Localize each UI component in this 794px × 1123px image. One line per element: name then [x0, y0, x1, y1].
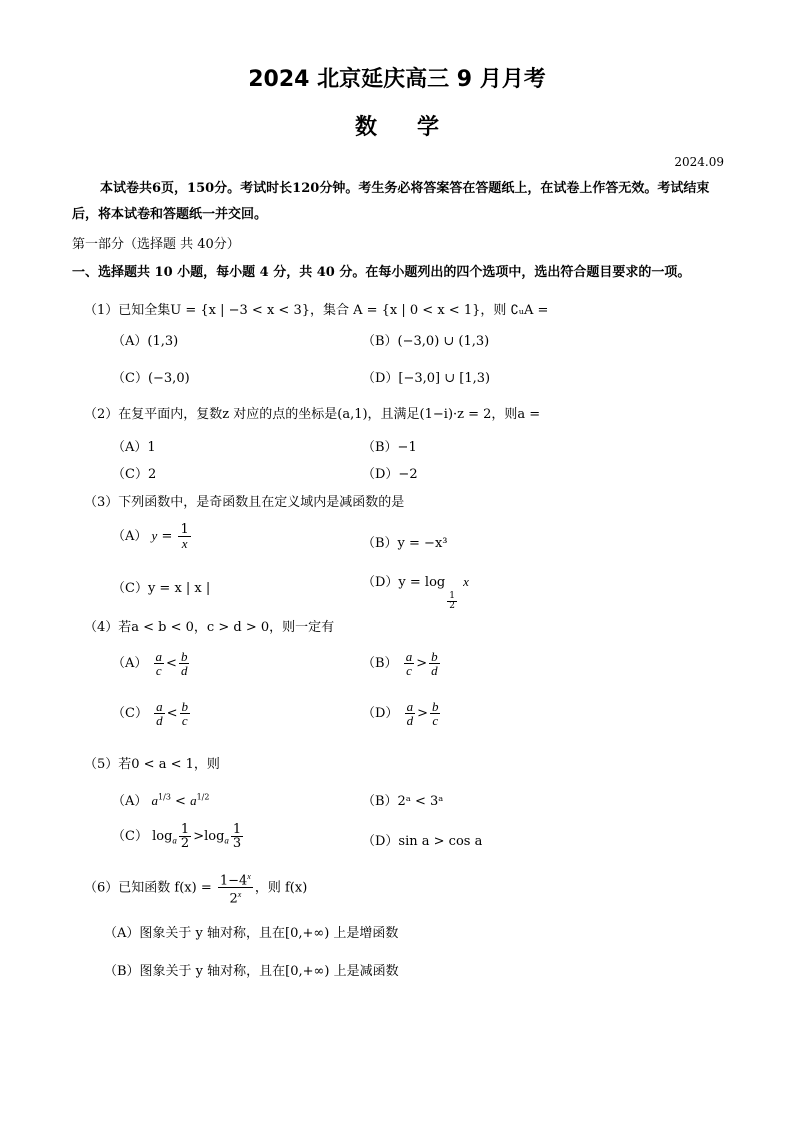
q6-option-b: （B）图象关于 y 轴对称，且在[0,+∞) 上是减函数: [104, 964, 399, 979]
exam-notice: 本试卷共6页，150分。考试时长120分钟。考生务必将答案答在答题纸上，在试卷上作答无效。考试结束后，将本试卷和答题纸一并交回。: [72, 181, 710, 222]
q2-option-a: （A）1: [112, 440, 156, 455]
page-title: 2024 北京延庆高三 9 月月考: [248, 67, 546, 92]
q3-option-d: （D）y = log $\frac{1}{2}$ x: [362, 574, 469, 611]
question-6-stem: [84, 870, 307, 906]
q1-option-b: （B）(−3,0) ∪ (1,3): [362, 334, 490, 349]
q3-option-a: （A） y = $\frac{1}{x}$: [112, 522, 189, 551]
q3-option-a-label: （A）: [112, 529, 148, 544]
question-5-stem: （5）若0 < a < 1，则: [84, 757, 220, 772]
q6-option-a: （A）图象关于 y 轴对称，且在[0,+∞) 上是增函数: [104, 926, 399, 941]
q3-option-b: （B）y = −x³: [362, 536, 448, 551]
q6-stem-pre: （6）已知函数 f(x) =: [84, 880, 212, 896]
q5-option-c: （C） $\log_a$ $\frac{1}{2}$ $>\log_a$ $\frac{1}{3}$: [112, 822, 242, 851]
q3-option-c: （C）y = x | x |: [112, 581, 211, 596]
q4-option-d: （D） $\frac{a}{d}$ > $\frac{b}{c}$: [362, 699, 439, 728]
q4-option-c-label: （C）: [112, 706, 148, 721]
section-heading: 一、选择题共 10 小题，每小题 4 分，共 40 分。在每小题列出的四个选项中，选出符合题目要求的一项。: [72, 265, 691, 280]
q4-option-a: （A） $\frac{a}{c}$ < $\frac{b}{d}$: [112, 649, 188, 678]
q5-option-d: （D）sin a > cos a: [362, 834, 483, 849]
q5-option-a-label: （A）: [112, 794, 148, 809]
q5-option-c-label: （C）: [112, 829, 148, 844]
question-1-stem: （1）已知全集U = {x | −3 < x < 3}，集合 A = {x | 0 < x < 1}，则 ∁ᵤA =: [84, 303, 549, 318]
q2-option-d: （D）−2: [362, 467, 418, 482]
q4-option-a-label: （A）: [112, 656, 148, 671]
fraction-1-over-2-subscript: $\frac{1}{2}$: [449, 591, 455, 611]
fraction-1-over-x: $\frac{1}{x}$: [180, 522, 189, 551]
q2-option-c: （C）2: [112, 467, 157, 482]
q4-option-b-label: （B）: [362, 656, 398, 671]
q3-option-d-label: （D）y = log: [362, 575, 446, 590]
q2-option-b: （B）−1: [362, 440, 417, 455]
q1-option-a: （A）(1,3): [112, 334, 179, 349]
q6-function-fraction: $\frac{1-4^x}{2^x}$: [219, 872, 251, 907]
q6-stem-post: ，则 f(x): [254, 880, 308, 896]
question-3-stem: （3）下列函数中，是奇函数且在定义域内是减函数的是: [84, 495, 405, 510]
q5-option-b: （B）2ᵃ < 3ᵃ: [362, 794, 444, 809]
q4-option-c: （C） $\frac{a}{d}$ < $\frac{b}{c}$: [112, 699, 188, 728]
q4-option-d-label: （D）: [362, 706, 399, 721]
question-4-stem: （4）若a < b < 0，c > d > 0，则一定有: [84, 620, 335, 635]
exam-date: 2024.09: [674, 155, 724, 169]
question-2-stem: （2）在复平面内，复数z 对应的点的坐标是(a,1)，且满足(1−i)·z = 2，则a =: [84, 407, 541, 422]
part-heading: 第一部分（选择题 共 40分）: [72, 237, 240, 252]
subject-title: 数学: [354, 115, 479, 140]
q1-option-d: （D）[−3,0] ∪ [1,3): [362, 371, 491, 386]
q4-option-b: （B） $\frac{a}{c}$ > $\frac{b}{d}$: [362, 649, 438, 678]
q1-option-c: （C）(−3,0): [112, 371, 190, 386]
q5-option-a: （A） $a^{1/3} < a^{1/2}$: [112, 792, 210, 809]
